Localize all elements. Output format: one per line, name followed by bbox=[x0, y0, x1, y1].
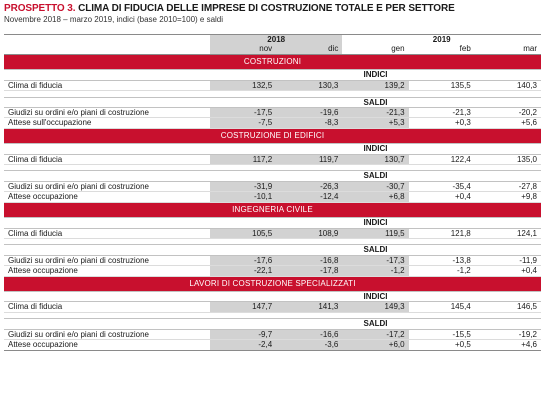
subheader-label: SALDI bbox=[210, 97, 541, 107]
value-cell: -10,1 bbox=[210, 192, 276, 202]
value-cell: 146,5 bbox=[475, 302, 541, 312]
confidence-table bbox=[4, 34, 541, 351]
value-cell: 147,7 bbox=[210, 302, 276, 312]
value-cell: -7,5 bbox=[210, 118, 276, 128]
section-header bbox=[4, 54, 541, 69]
value-cell: -12,4 bbox=[276, 192, 342, 202]
value-cell: 139,2 bbox=[342, 80, 408, 90]
value-cell: 105,5 bbox=[210, 228, 276, 238]
index-row bbox=[4, 154, 541, 164]
value-cell: -15,5 bbox=[409, 329, 475, 339]
subheader-label: INDICI bbox=[210, 218, 541, 228]
subheader-empty bbox=[4, 292, 210, 302]
indici-subheader bbox=[4, 218, 541, 228]
value-cell: +5,3 bbox=[342, 118, 408, 128]
month-header-dic: dic bbox=[276, 44, 342, 54]
value-cell: -17,2 bbox=[342, 329, 408, 339]
indici-subheader bbox=[4, 144, 541, 154]
table-subtitle: Novembre 2018 – marzo 2019, indici (base 2010=100) e saldi bbox=[4, 15, 224, 24]
month-header-gen: gen bbox=[342, 44, 408, 54]
value-cell: +9,8 bbox=[475, 192, 541, 202]
saldi-row bbox=[4, 255, 541, 265]
title-prefix: PROSPETTO 3. bbox=[4, 3, 76, 14]
row-label: Attese occupazione bbox=[4, 266, 210, 276]
row-label: Clima di fiducia bbox=[4, 80, 210, 90]
subheader-empty bbox=[4, 245, 210, 255]
saldi-row bbox=[4, 107, 541, 117]
value-cell: 119,7 bbox=[276, 154, 342, 164]
section-header bbox=[4, 202, 541, 217]
row-label: Giudizi su ordini e/o piani di costruzione bbox=[4, 181, 210, 191]
month-header-mar: mar bbox=[475, 44, 541, 54]
month-header-empty bbox=[4, 44, 210, 54]
saldi-subheader bbox=[4, 245, 541, 255]
value-cell: 135,5 bbox=[409, 80, 475, 90]
value-cell: +5,6 bbox=[475, 118, 541, 128]
table-title bbox=[4, 3, 455, 14]
value-cell: -19,6 bbox=[276, 107, 342, 117]
value-cell: 124,1 bbox=[475, 228, 541, 238]
subheader-empty bbox=[4, 144, 210, 154]
subheader-label: INDICI bbox=[210, 70, 541, 80]
value-cell: -8,3 bbox=[276, 118, 342, 128]
subheader-label: INDICI bbox=[210, 144, 541, 154]
saldi-subheader bbox=[4, 319, 541, 329]
section-header bbox=[4, 128, 541, 143]
saldi-subheader bbox=[4, 171, 541, 181]
value-cell: 117,2 bbox=[210, 154, 276, 164]
subheader-label: INDICI bbox=[210, 292, 541, 302]
value-cell: +4,6 bbox=[475, 340, 541, 350]
value-cell: +0,5 bbox=[409, 340, 475, 350]
row-label: Giudizi su ordini e/o piani di costruzione bbox=[4, 255, 210, 265]
year-2019-header: 2019 bbox=[342, 35, 541, 45]
section-title: COSTRUZIONE DI EDIFICI bbox=[4, 128, 541, 143]
subheader-empty bbox=[4, 70, 210, 80]
subheader-label: SALDI bbox=[210, 319, 541, 329]
saldi-row bbox=[4, 329, 541, 339]
saldi-row bbox=[4, 181, 541, 191]
row-label: Clima di fiducia bbox=[4, 154, 210, 164]
value-cell: +6,8 bbox=[342, 192, 408, 202]
row-label: Clima di fiducia bbox=[4, 302, 210, 312]
section-header bbox=[4, 276, 541, 291]
value-cell: 132,5 bbox=[210, 80, 276, 90]
month-header-row bbox=[4, 44, 541, 54]
indici-subheader bbox=[4, 292, 541, 302]
year-2018-header: 2018 bbox=[210, 35, 342, 45]
value-cell: 130,7 bbox=[342, 154, 408, 164]
value-cell: -17,5 bbox=[210, 107, 276, 117]
value-cell: -13,8 bbox=[409, 255, 475, 265]
value-cell: -9,7 bbox=[210, 329, 276, 339]
value-cell: -26,3 bbox=[276, 181, 342, 191]
value-cell: -11,9 bbox=[475, 255, 541, 265]
value-cell: 119,5 bbox=[342, 228, 408, 238]
value-cell: -16,6 bbox=[276, 329, 342, 339]
value-cell: -1,2 bbox=[409, 266, 475, 276]
row-label: Giudizi su ordini e/o piani di costruzione bbox=[4, 329, 210, 339]
section-title: INGEGNERIA CIVILE bbox=[4, 202, 541, 217]
value-cell: +6,0 bbox=[342, 340, 408, 350]
section-title: LAVORI DI COSTRUZIONE SPECIALIZZATI bbox=[4, 276, 541, 291]
value-cell: -21,3 bbox=[342, 107, 408, 117]
value-cell: 141,3 bbox=[276, 302, 342, 312]
subheader-empty bbox=[4, 97, 210, 107]
index-row bbox=[4, 80, 541, 90]
value-cell: 130,3 bbox=[276, 80, 342, 90]
value-cell: -2,4 bbox=[210, 340, 276, 350]
value-cell: 145,4 bbox=[409, 302, 475, 312]
row-label: Attese occupazione bbox=[4, 340, 210, 350]
value-cell: -17,8 bbox=[276, 266, 342, 276]
value-cell: 122,4 bbox=[409, 154, 475, 164]
value-cell: -21,3 bbox=[409, 107, 475, 117]
year-header-empty bbox=[4, 35, 210, 45]
row-label: Attese occupazione bbox=[4, 192, 210, 202]
table-body bbox=[4, 35, 541, 351]
value-cell: -31,9 bbox=[210, 181, 276, 191]
value-cell: -16,8 bbox=[276, 255, 342, 265]
subheader-empty bbox=[4, 171, 210, 181]
value-cell: 121,8 bbox=[409, 228, 475, 238]
subheader-empty bbox=[4, 218, 210, 228]
indici-subheader bbox=[4, 70, 541, 80]
index-row bbox=[4, 302, 541, 312]
value-cell: -22,1 bbox=[210, 266, 276, 276]
value-cell: -30,7 bbox=[342, 181, 408, 191]
title-text: CLIMA DI FIDUCIA DELLE IMPRESE DI COSTRUZIONE TOTALE E PER SETTORE bbox=[75, 3, 455, 14]
row-label: Attese sull'occupazione bbox=[4, 118, 210, 128]
month-header-feb: feb bbox=[409, 44, 475, 54]
value-cell: -19,2 bbox=[475, 329, 541, 339]
value-cell: 108,9 bbox=[276, 228, 342, 238]
index-row bbox=[4, 228, 541, 238]
value-cell: -17,6 bbox=[210, 255, 276, 265]
value-cell: 140,3 bbox=[475, 80, 541, 90]
saldi-row bbox=[4, 118, 541, 128]
value-cell: +0,4 bbox=[475, 266, 541, 276]
value-cell: -3,6 bbox=[276, 340, 342, 350]
value-cell: -1,2 bbox=[342, 266, 408, 276]
subheader-label: SALDI bbox=[210, 171, 541, 181]
row-label: Clima di fiducia bbox=[4, 228, 210, 238]
value-cell: 149,3 bbox=[342, 302, 408, 312]
value-cell: -27,8 bbox=[475, 181, 541, 191]
section-title: COSTRUZIONI bbox=[4, 54, 541, 69]
saldi-row bbox=[4, 340, 541, 350]
saldi-row bbox=[4, 266, 541, 276]
value-cell: +0,3 bbox=[409, 118, 475, 128]
saldi-subheader bbox=[4, 97, 541, 107]
value-cell: -17,3 bbox=[342, 255, 408, 265]
year-header-row bbox=[4, 35, 541, 45]
value-cell: 135,0 bbox=[475, 154, 541, 164]
row-label: Giudizi su ordini e/o piani di costruzione bbox=[4, 107, 210, 117]
subheader-label: SALDI bbox=[210, 245, 541, 255]
value-cell: -20,2 bbox=[475, 107, 541, 117]
saldi-row bbox=[4, 192, 541, 202]
value-cell: +0,4 bbox=[409, 192, 475, 202]
subheader-empty bbox=[4, 319, 210, 329]
value-cell: -35,4 bbox=[409, 181, 475, 191]
month-header-nov: nov bbox=[210, 44, 276, 54]
